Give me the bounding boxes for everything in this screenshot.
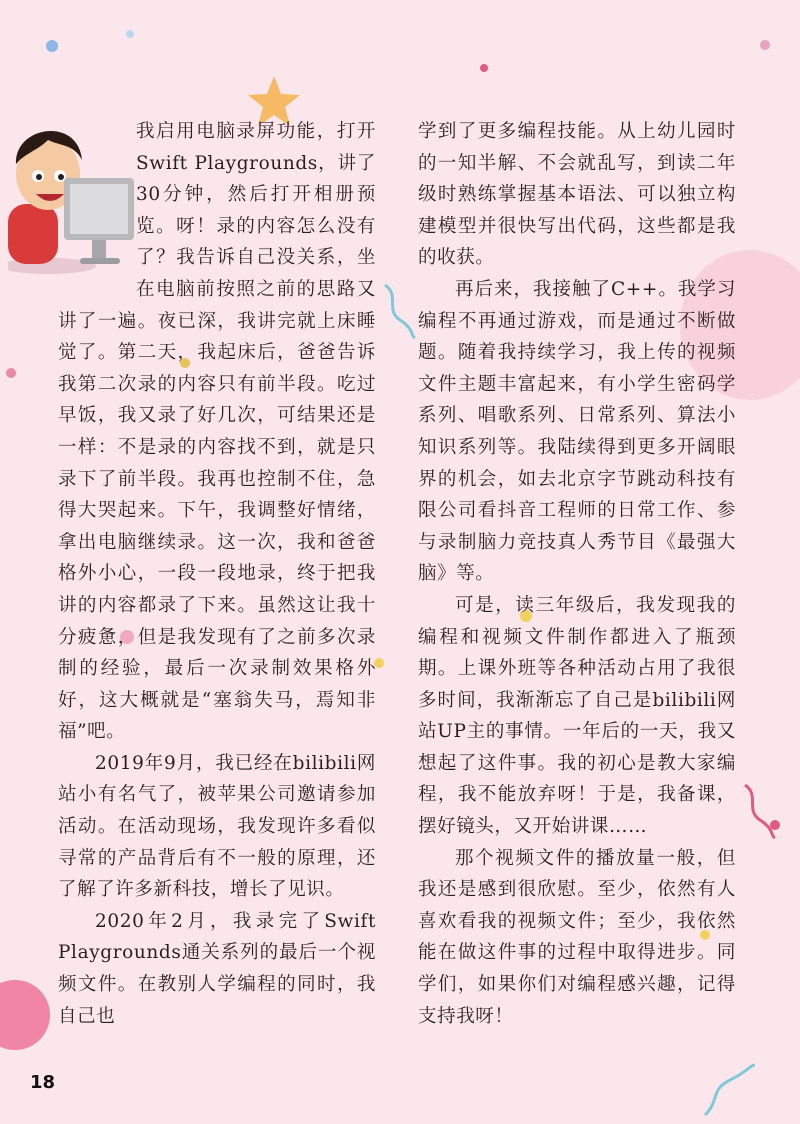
confetti-dot: [760, 40, 770, 50]
paragraph: 2019年9月，我已经在bilibili网站小有名气了，被苹果公司邀请参加活动。在活动现场，我发现许多看似寻常的产品背后有不一般的原理，还了解了许多新科技，增长了见识。: [58, 752, 376, 901]
paragraph: 再后来，我接触了C++。我学习编程不再通过游戏，而是通过不断做题。随着我持续学习，我上传的视频文件主题丰富起来，有小学生密码学系列、唱歌系列、日常系列、算法小知识系列等。我陆续得到更多开阔眼界的机会，如去北京字节跳动科技有限公司看抖音工程师的日常工作、参与录制脑力竞技真人秀节目《最强大脑》等。: [418, 278, 736, 585]
paragraph: 可是，读三年级后，我发现我的编程和视频文件制作都进入了瓶颈期。上课外班等各种活动占用了我很多时间，我渐渐忘了自己是bilibili网站UP主的事情。一年后的一天，我又想起了这件事。我的初心是教大家编程，我不能放弃呀！于是，我备课，摆好镜头，又开始讲课……: [418, 594, 736, 838]
right-column: [418, 116, 736, 1032]
confetti-dot: [126, 30, 134, 38]
pink-heart-blob: [0, 980, 50, 1050]
confetti-streamer: [740, 780, 780, 840]
paragraph: 2020年2月，我录完了Swift Playgrounds通关系列的最后一个视频文件。在教别人学编程的同时，我自己也: [58, 910, 376, 1027]
page-number: 18: [30, 1072, 56, 1093]
confetti-dot: [480, 64, 488, 72]
boy-at-computer-illustration: [8, 116, 136, 274]
confetti-streamer: [380, 280, 420, 340]
paragraph: 学到了更多编程技能。从上幼儿园时的一知半解、不会就乱写，到读二年级时熟练掌握基本语法、可以独立构建模型并很快写出代码，这些都是我的收获。: [418, 121, 736, 269]
left-column: [58, 116, 376, 1032]
confetti-dot: [6, 368, 16, 378]
confetti-streamer: [700, 1060, 760, 1120]
paragraph: 那个视频文件的播放量一般，但我还是感到很欣慰。至少，依然有人喜欢看我的视频文件；至少，我依然能在做这件事的过程中取得进步。同学们，如果你们对编程感兴趣，记得支持我呀！: [418, 847, 736, 1027]
confetti-dot: [46, 40, 58, 52]
paragraph: 我启用电脑录屏功能，打开Swift Playgrounds，讲了30分钟，然后打开相册预览。呀！录的内容怎么没有了？我告诉自己没关系，坐在电脑前按照之前的思路又讲了一遍。夜已深，我讲完就上床睡觉了。第二天，我起床后，爸爸告诉我第二次录的内容只有前半段。吃过早饭，我又录了好几次，可结果还是一样：不是录的内容找不到，就是只录下了前半段。我再也控制不住，急得大哭起来。下午，我调整好情绪，拿出电脑继续录。这一次，我和爸爸格外小心，一段一段地录，终于把我讲的内容都录了下来。虽然这让我十分疲惫，但是我发现有了之前多次录制的经验，最后一次录制效果格外好，这大概就是“塞翁失马，焉知非福”吧。: [58, 121, 376, 743]
